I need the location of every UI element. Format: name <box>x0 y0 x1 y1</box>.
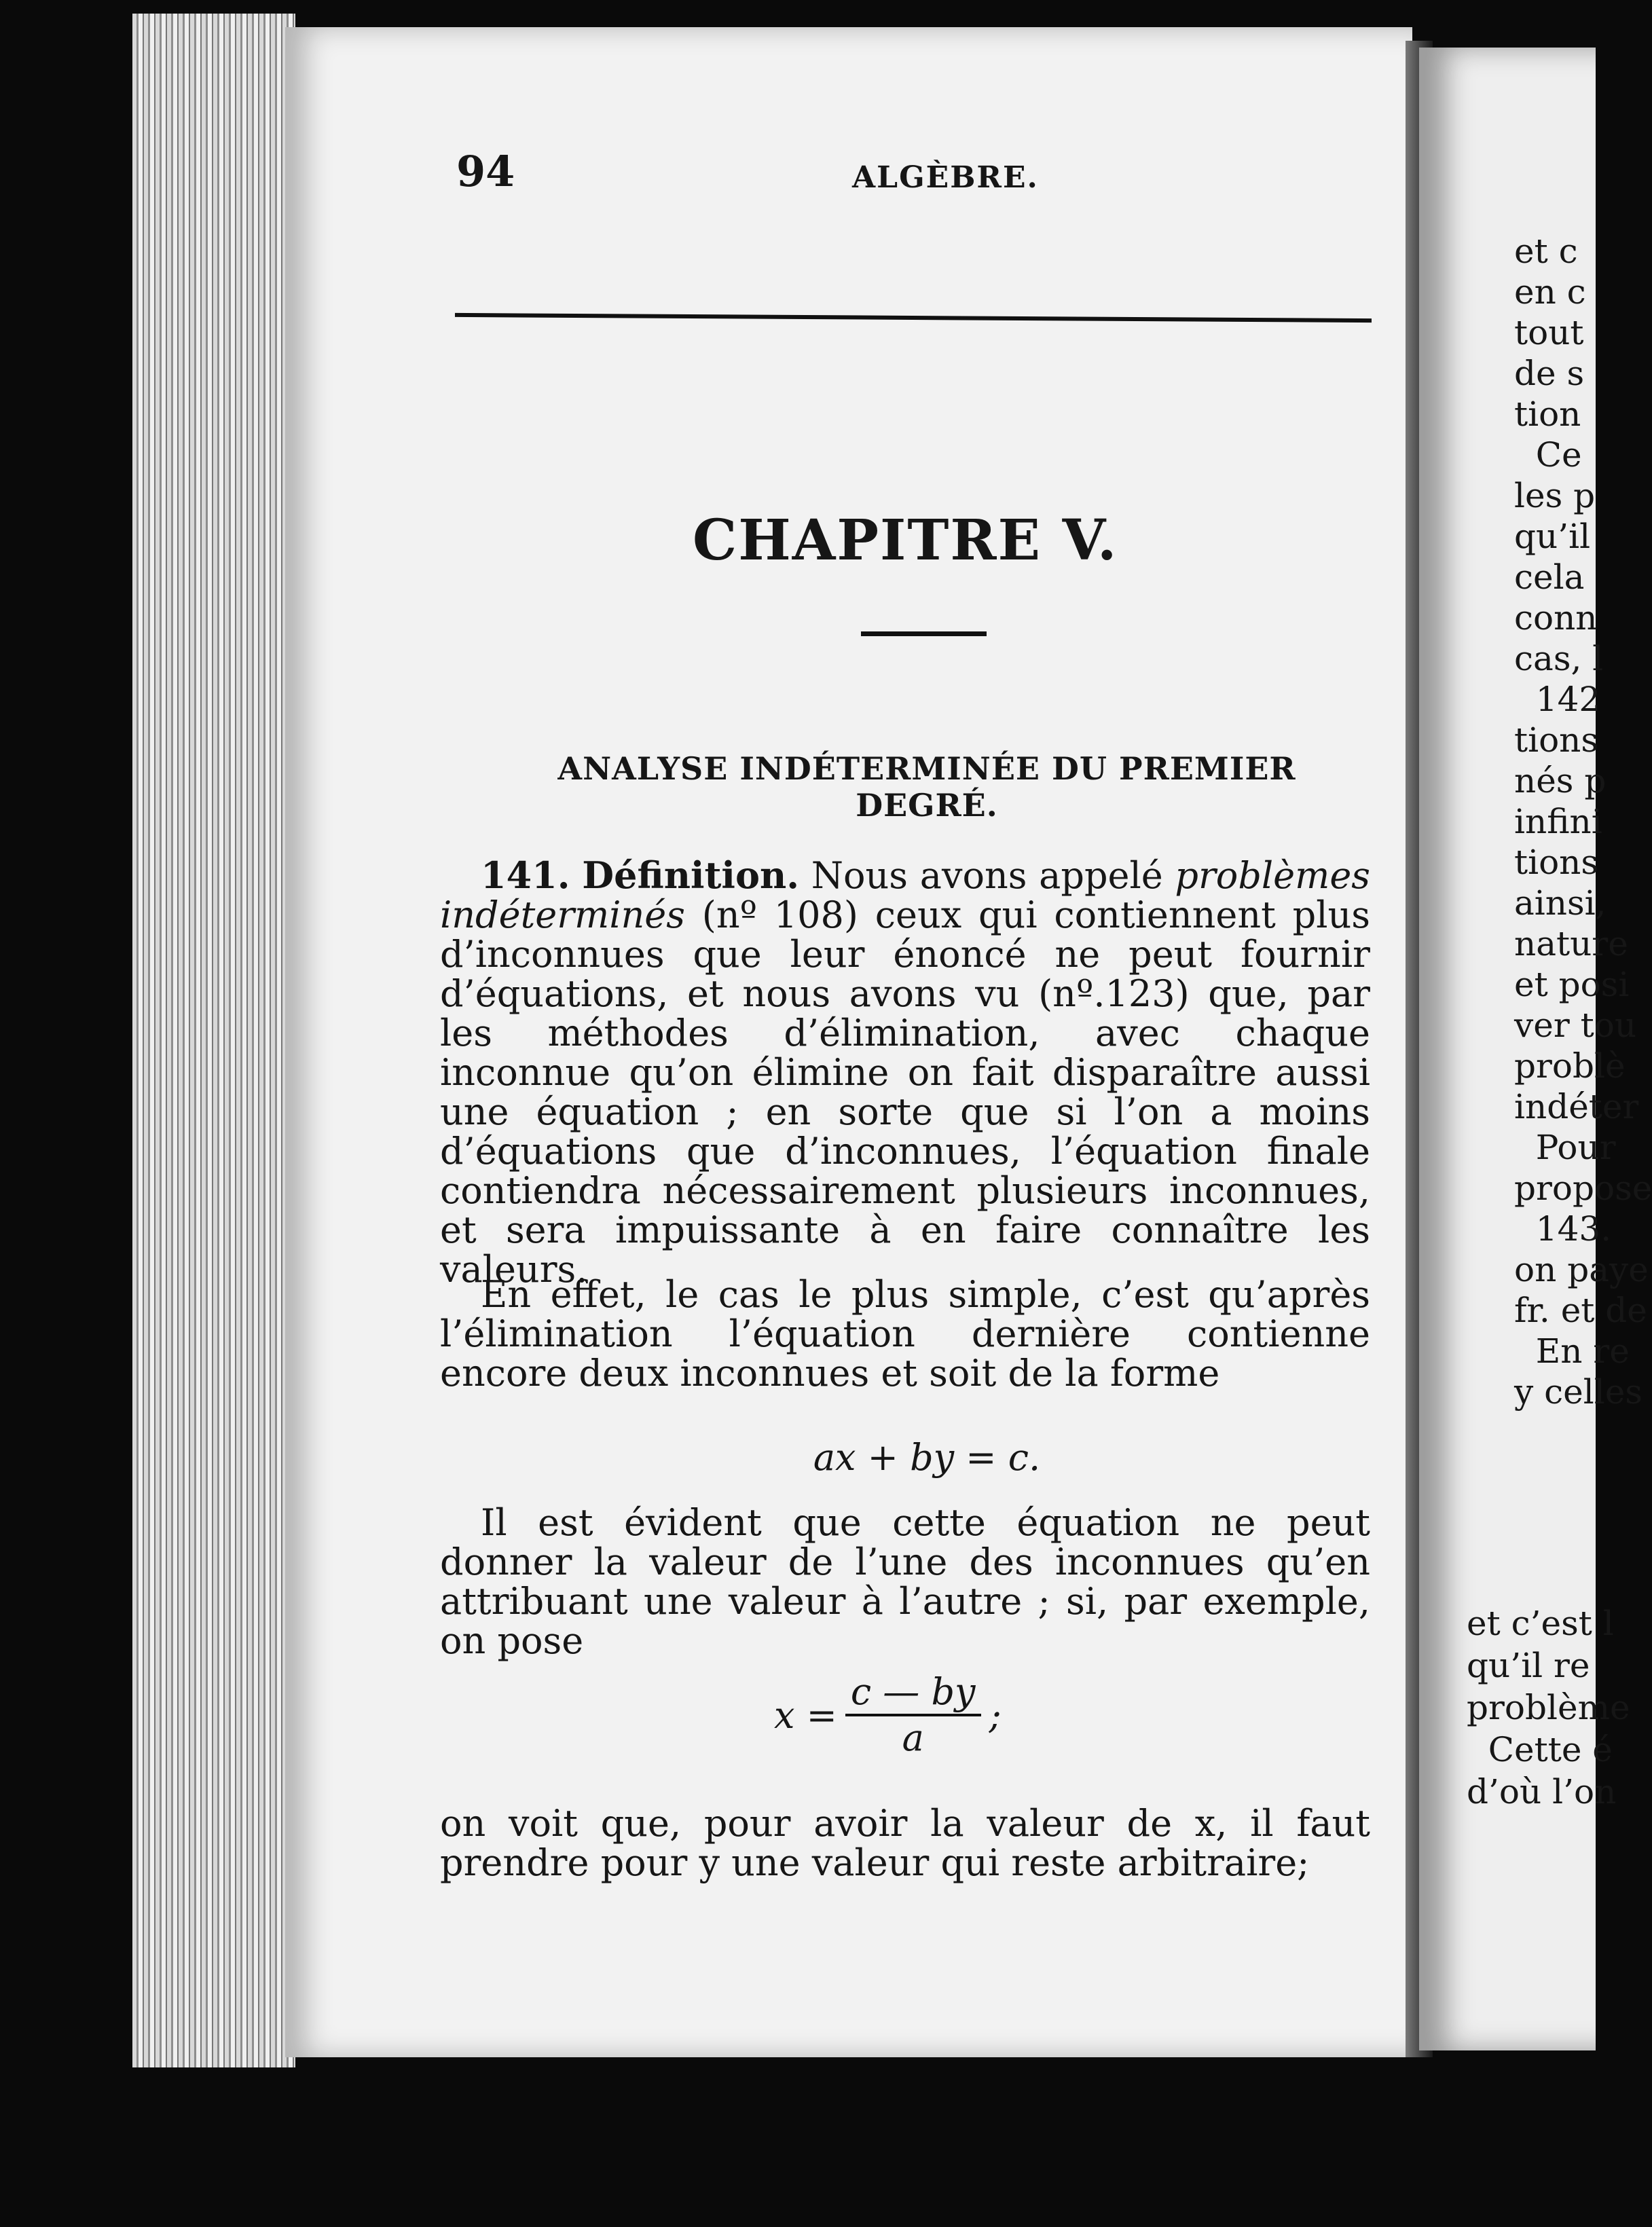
fraction-denominator: a <box>902 1716 924 1759</box>
right-page-cropped <box>1419 48 1652 2050</box>
paragraph-text: (nº 108) ceux qui contiennent plus d’inconnues que leur énoncé ne peut fournir d’équations, et nous avons vu (nº.123) que, par les méthodes d’élimination, avec chaque inconnue qu’on élimine on fait disparaître aussi une équation ; en sorte que si l’on a moins d’équations que d’inconnues, l’équation finale contiendra nécessairement plusieurs inconnues, et sera impuissante à en faire connaître les valeurs. <box>440 894 1370 1291</box>
left-page <box>285 27 1412 2057</box>
right-page-text-bottom: et c’est l qu’il re problème Cette é d’où l’on <box>1467 1604 1630 1811</box>
equation-fraction <box>774 1670 1002 1760</box>
equation-lhs: x = <box>774 1693 837 1737</box>
paragraph-label: Définition. <box>582 853 800 897</box>
paragraph-en-effet <box>440 1275 1370 1393</box>
paragraph-evident <box>440 1503 1370 1661</box>
paragraph-number: 141. <box>481 853 570 897</box>
equation-linear: ax + by = c. <box>813 1436 1041 1479</box>
paragraph-text: Il est évident que cette équation ne peut donner la valeur de l’une des inconnues qu’en attribuant une valeur à l’autre ; si, par exemple, on pose <box>440 1501 1370 1662</box>
paragraph-on-voit <box>440 1804 1370 1883</box>
emphasis-term: problèmes indéterminés <box>440 854 1370 936</box>
fraction-numerator: c — by <box>845 1670 981 1716</box>
fraction <box>845 1670 981 1760</box>
page-number: 94 <box>456 147 515 196</box>
right-page-text-top: et c en c tout de s tion Ce les p qu’il cela conn cas, l 142 tions nés p infini tions ainsi, nature et posi ver tou problè indéter Pour propose 143. on paye fr. et de En re y celles <box>1514 232 1652 1412</box>
running-head: ALGÈBRE. <box>852 160 1039 195</box>
section-title: ANALYSE INDÉTERMINÉE DU PREMIER DEGRÉ. <box>557 750 1296 824</box>
paragraph-141 <box>440 855 1370 1289</box>
paragraph-text: Nous avons appelé <box>799 854 1175 897</box>
paragraph-text: on voit que, pour avoir la valeur de x, il faut prendre pour y une valeur qui reste arbitraire; <box>440 1802 1370 1884</box>
chapter-rule <box>861 631 987 636</box>
chapter-title: CHAPITRE V. <box>693 508 1118 573</box>
paragraph-text: En effet, le cas le plus simple, c’est qu’après l’élimination l’équation dernière contienne encore deux inconnues et soit de la forme <box>440 1273 1370 1395</box>
book-page-edges <box>132 14 295 2067</box>
header-rule <box>455 313 1372 323</box>
equation-tail: ; <box>989 1693 1002 1737</box>
